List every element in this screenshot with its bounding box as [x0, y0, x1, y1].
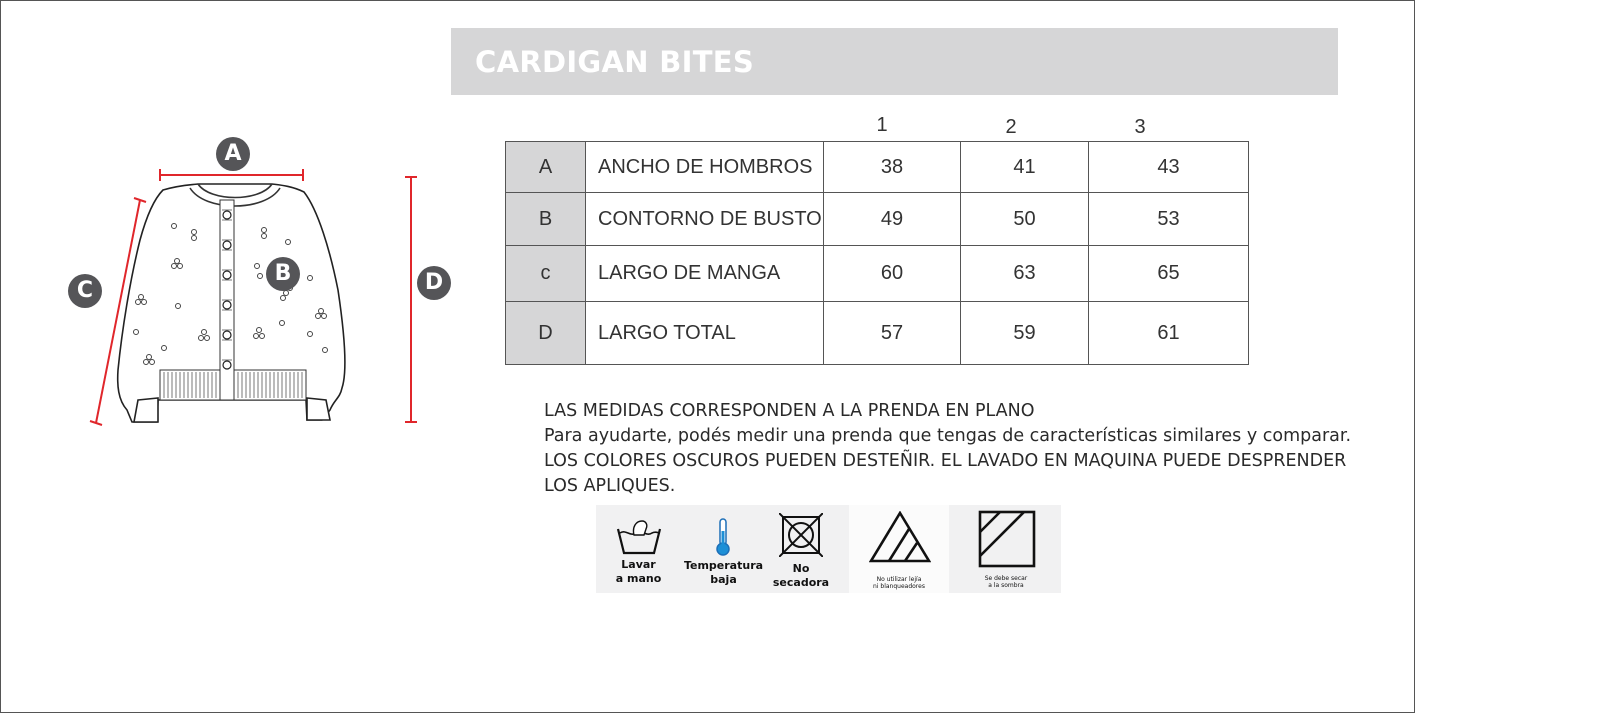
tag-d: D — [417, 266, 451, 300]
tag-b: B — [266, 257, 300, 291]
size-table — [505, 141, 1249, 365]
cell-size-1: 57 — [824, 302, 961, 365]
care-no-dryer — [766, 505, 836, 593]
row-letter: B — [506, 193, 586, 246]
row-measure: CONTORNO DE BUSTO — [586, 193, 824, 246]
hand-wash-line1: Lavar — [621, 558, 656, 571]
no-dryer-line1: No — [792, 562, 810, 575]
row-measure: LARGO DE MANGA — [586, 246, 824, 302]
cell-size-1: 38 — [824, 142, 961, 193]
table-row — [506, 302, 1249, 365]
table-row — [506, 193, 1249, 246]
hand-wash-line2: a mano — [615, 572, 662, 585]
cell-size-2: 59 — [961, 302, 1089, 365]
care-hand-wash — [596, 505, 681, 593]
note-line: LOS COLORES OSCUROS PUEDEN DESTEÑIR. EL LAVADO EN MAQUINA PUEDE DESPRENDER — [544, 451, 1347, 471]
notes-block — [544, 399, 1364, 499]
size-header-3: 3 — [1134, 116, 1146, 138]
table-row — [506, 246, 1249, 302]
no-bleach-line2: ni blanqueadores — [873, 583, 925, 590]
cell-size-2: 50 — [961, 193, 1089, 246]
row-letter: D — [506, 302, 586, 365]
thermometer-icon — [714, 517, 732, 557]
care-no-bleach — [849, 505, 949, 593]
size-header-2: 2 — [1005, 116, 1017, 138]
table-row — [506, 142, 1249, 193]
row-measure: LARGO TOTAL — [586, 302, 824, 365]
size-header-1: 1 — [876, 114, 888, 136]
cell-size-3: 53 — [1089, 193, 1249, 246]
hand-wash-icon — [616, 519, 662, 555]
note-line: LOS APLIQUES. — [544, 476, 676, 496]
tag-c: C — [68, 274, 102, 308]
cell-size-3: 43 — [1089, 142, 1249, 193]
cell-size-2: 63 — [961, 246, 1089, 302]
cell-size-2: 41 — [961, 142, 1089, 193]
title-band — [451, 28, 1338, 95]
note-line: LAS MEDIDAS CORRESPONDEN A LA PRENDA EN PLANO — [544, 401, 1035, 421]
product-title: CARDIGAN BITES — [475, 45, 755, 79]
shade-dry-line1: Se debe secar — [984, 575, 1028, 582]
note-line: Para ayudarte, podés medir una prenda que tengas de características similares y comparar. — [544, 426, 1352, 446]
cell-size-3: 61 — [1089, 302, 1249, 365]
no-tumble-dry-icon — [779, 513, 823, 557]
shade-dry-line2: a la sombra — [988, 582, 1024, 589]
low-temp-line2: baja — [710, 573, 737, 586]
tag-a: A — [216, 137, 250, 171]
care-low-temp — [681, 505, 766, 593]
no-dryer-line2: secadora — [772, 576, 830, 589]
cardigan-diagram — [60, 130, 460, 440]
row-letter: A — [506, 142, 586, 193]
cell-size-1: 49 — [824, 193, 961, 246]
row-letter: c — [506, 246, 586, 302]
no-bleach-icon — [869, 511, 931, 563]
row-measure: ANCHO DE HOMBROS — [586, 142, 824, 193]
care-symbols — [596, 505, 1061, 593]
low-temp-line1: Temperatura — [683, 559, 764, 572]
care-shade-dry — [951, 505, 1061, 593]
cell-size-1: 60 — [824, 246, 961, 302]
no-bleach-line1: No utilizar lejía — [876, 576, 922, 583]
cell-size-3: 65 — [1089, 246, 1249, 302]
dry-in-shade-icon — [978, 510, 1036, 568]
